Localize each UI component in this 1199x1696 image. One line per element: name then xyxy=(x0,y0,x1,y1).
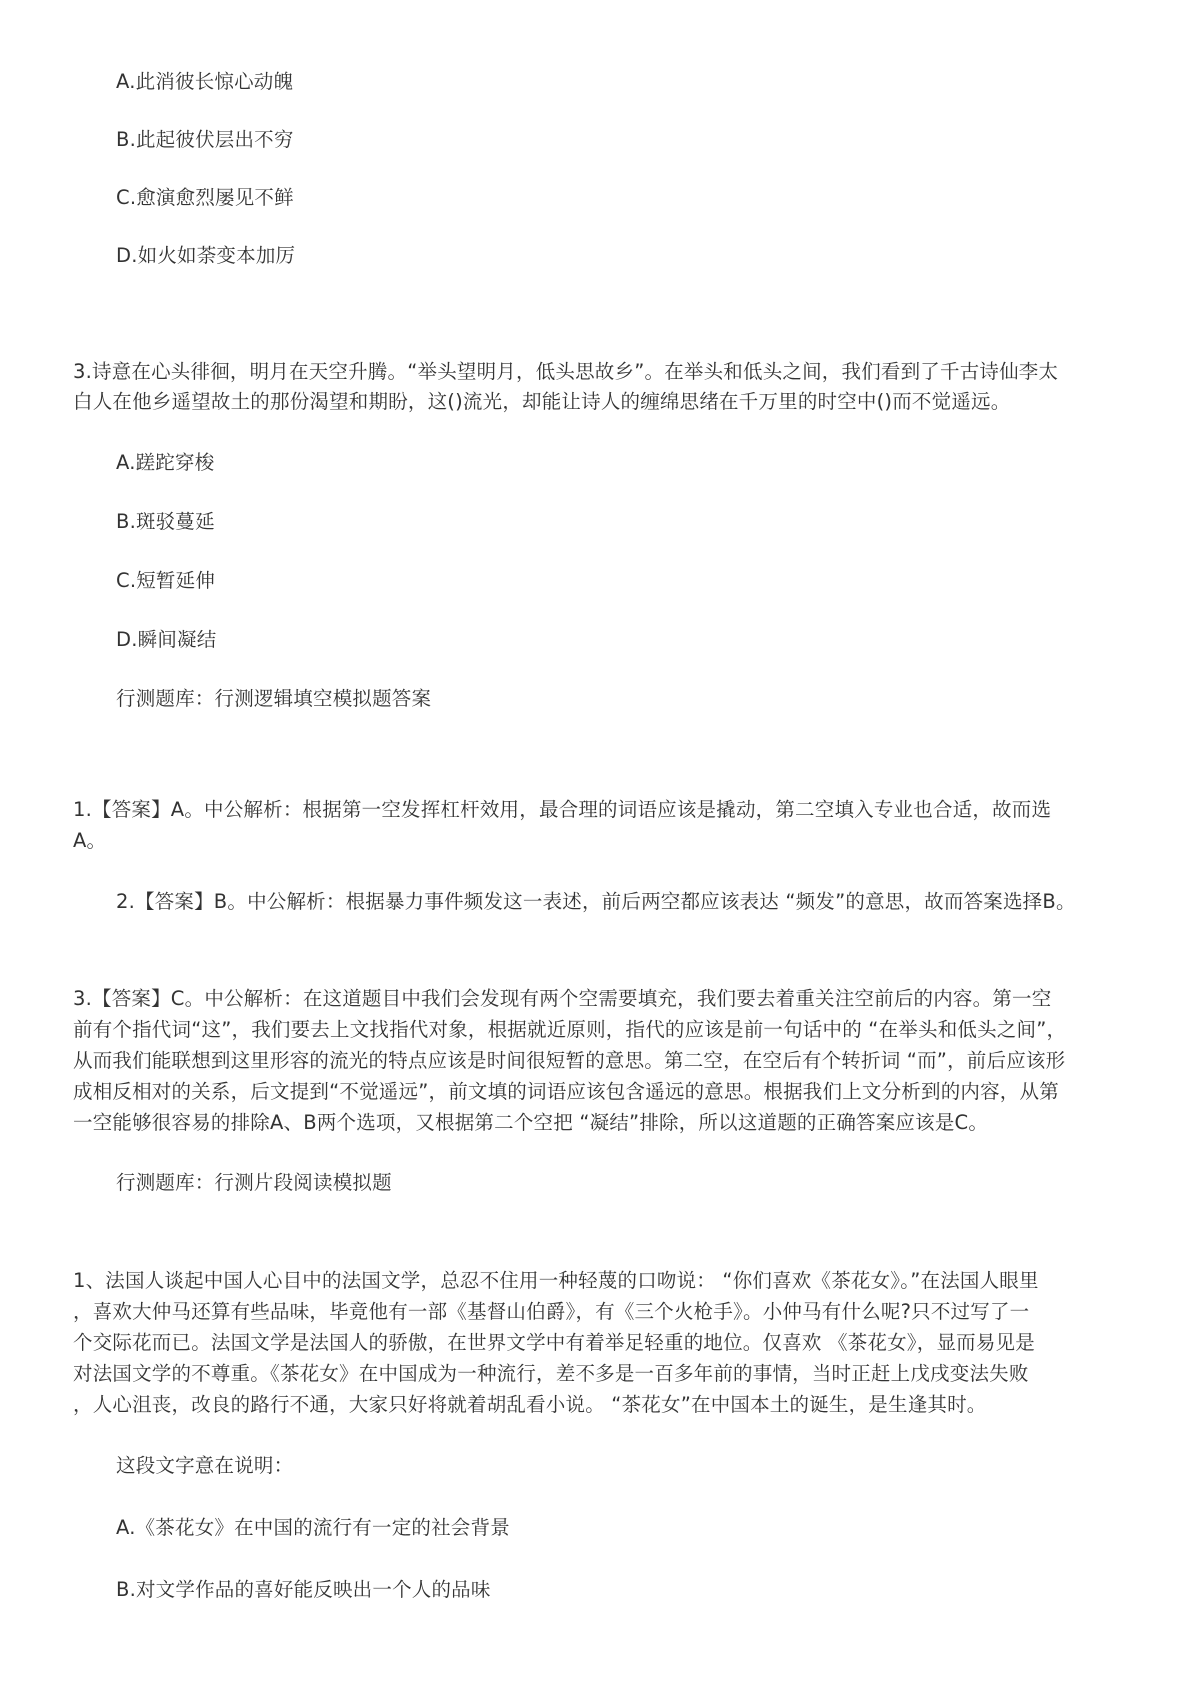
option-b: B.此起彼伏层出不穷 xyxy=(116,128,294,151)
option-c: C.愈演愈烈屡见不鲜 xyxy=(116,186,294,209)
option-a: A.蹉跎穿梭 xyxy=(116,451,215,474)
section-title: 行测题库：行测片段阅读模拟题 xyxy=(116,1171,392,1194)
question-3-line-2: 白人在他乡遥望故土的那份渴望和期盼，这()流光，却能让诗人的缠绵思绪在千万里的时空中()而不觉遥远。 xyxy=(73,390,1011,413)
passage-line-3: 个交际花而已。法国文学是法国人的骄傲，在世界文学中有着举足轻重的地位。仅喜欢 《茶花女》，显而易见是 xyxy=(73,1331,1035,1354)
option-d: D.如火如荼变本加厉 xyxy=(116,244,296,267)
passage-line-5: ，人心沮丧，改良的路行不通，大家只好将就着胡乱看小说。 “茶花女”在中国本土的诞生，是生逢其时。 xyxy=(73,1393,987,1416)
answer-3-line-2: 前有个指代词“这”，我们要去上文找指代对象，根据就近原则，指代的应该是前一句话中的 “在举头和低头之间”， xyxy=(73,1018,1067,1041)
question-prompt: 这段文字意在说明： xyxy=(116,1454,294,1477)
option-b: B.斑驳蔓延 xyxy=(116,510,215,533)
option-a: A.此消彼长惊心动魄 xyxy=(116,70,294,93)
question-3-line-1: 3.诗意在心头徘徊，明月在天空升腾。“举头望明月，低头思故乡”。在举头和低头之间，我们看到了千古诗仙李太 xyxy=(73,360,1059,383)
option-d: D.瞬间凝结 xyxy=(116,628,217,651)
answer-1-line-2: A。 xyxy=(73,829,107,852)
answer-2: 2.【答案】B。中公解析：根据暴力事件频发这一表述，前后两空都应该表达 “频发”的意思，故而答案选择B。 xyxy=(116,890,1076,913)
answer-3-line-3: 从而我们能联想到这里形容的流光的特点应该是时间很短暂的意思。第二空，在空后有个转折词 “而”，前后应该形 xyxy=(73,1049,1066,1072)
passage-line-1: 1、法国人谈起中国人心目中的法国文学，总忍不住用一种轻蔑的口吻说： “你们喜欢《茶花女》。”在法国人眼里 xyxy=(73,1269,1039,1292)
option-a: A.《茶花女》在中国的流行有一定的社会背景 xyxy=(116,1516,510,1539)
option-b: B.对文学作品的喜好能反映出一个人的品味 xyxy=(116,1578,491,1601)
answer-3-line-1: 3.【答案】C。中公解析：在这道题目中我们会发现有两个空需要填充，我们要去着重关注空前后的内容。第一空 xyxy=(73,987,1052,1010)
answer-3-line-4: 成相反相对的关系，后文提到“不觉遥远”，前文填的词语应该包含遥远的意思。根据我们上文分析到的内容，从第 xyxy=(73,1080,1059,1103)
section-title: 行测题库：行测逻辑填空模拟题答案 xyxy=(116,687,432,710)
answer-1-line-1: 1.【答案】A。中公解析：根据第一空发挥杠杆效用，最合理的词语应该是撬动，第二空填入专业也合适，故而选 xyxy=(73,798,1052,821)
passage-line-4: 对法国文学的不尊重。《茶花女》在中国成为一种流行，差不多是一百多年前的事情，当时正赶上戊戌变法失败 xyxy=(73,1362,1029,1385)
option-c: C.短暂延伸 xyxy=(116,569,216,592)
answer-3-line-5: 一空能够很容易的排除A、B两个选项，又根据第二个空把 “凝结”排除，所以这道题的正确答案应该是C。 xyxy=(73,1111,989,1134)
passage-line-2: ，喜欢大仲马还算有些品味，毕竟他有一部《基督山伯爵》，有《三个火枪手》。小仲马有什么呢?只不过写了一 xyxy=(73,1300,1030,1323)
